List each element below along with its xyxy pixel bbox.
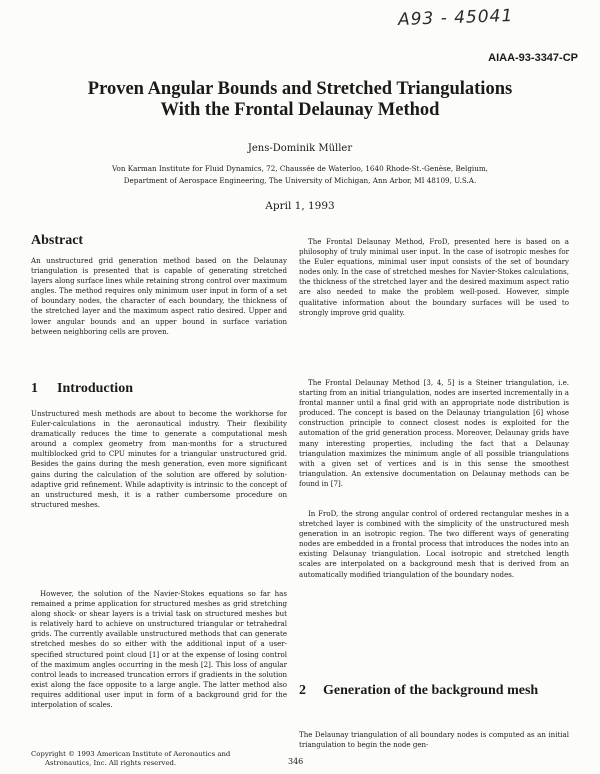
section-number: 1 [31,381,38,396]
section-number: 2 [299,683,306,698]
affiliation-1: Von Karman Institute for Fluid Dynamics, 72, Chaussée de Waterloo, 1640 Rhode-St.-Genèse, Belgium, [112,164,488,173]
intro-paragraph-1: Unstructured mesh methods are about to become the workhorse for Euler-calculations in the aeronautical industry. Their flexibility dramatically reduces the time to generate a computational mesh around a complex geometry from man-months for a structured multiblocked grid to CPU minutes for a triangular unstructured grid. Besides the gains during the mesh generation, even more significant gains during the calculation of the solution are offered by solution-adaptive grid refinement. While adaptivity is intrinsic to the concept of an unstructured mesh, it is a rather cumbersome procedure on structured meshes. [31,409,287,509]
section-2-heading [299,682,569,699]
introduction-heading [31,380,133,397]
handwritten-accession-number: A93 - 45041 [397,5,514,31]
section-2-paragraph-1: The Delaunay triangulation of all boundary nodes is computed as an initial triangulation to begin the node gen- [299,730,569,750]
affiliation-2: Department of Aerospace Engineering, The University of Michigan, Ann Arbor, MI 48109, U.S.A. [123,176,477,185]
title-line-2: With the Frontal Delaunay Method [160,100,440,120]
intro-paragraph-2: However, the solution of the Navier-Stokes equations so far has remained a prime application for structured meshes as grid stretching along shock- or shear layers is a trivial task on structured meshes but is relatively hard to achieve on unstructured triangular or tetrahedral grids. The currently available unstructured methods that can generate stretched meshes do so either with the additional input of a user-specified structured point cloud [1] or at the expense of losing control of the maximum angles occurring in the mesh [2]. This loss of angular control leads to increased truncation errors if gradients in the solution exist along the face opposite to a large angle. The latter method also requires additional user input in form of a background grid for the interpolation of scales. [31,589,287,710]
copyright-line-1: Copyright © 1993 American Institute of Aeronautics and [31,750,231,758]
abstract-heading: Abstract [31,233,84,248]
section-title: Generation of the background mesh [323,683,539,698]
body-paragraph-2: The Frontal Delaunay Method [3, 4, 5] is a Steiner triangulation, i.e. starting from an initial triangulation, nodes are inserted incrementally in a frontal manner until a final grid with an appropriate node distribution is produced. The concept is based on the Delaunay triangulation [6] whose construction principle to connect closest nodes is exploited for the automation of the grid generation process. Moreover, Delaunay grids have many interesting properties, including the fact that a Delaunay triangulation maximizes the minimum angle of all possible triangulations with a given set of vertices and is in this sense the smoothest triangulation. An extensive documentation on Delaunay methods can be found in [7]. [299,378,569,488]
author: Jens-Dominik Müller [247,143,353,154]
title-line-1: Proven Angular Bounds and Stretched Triangulations [87,79,513,99]
body-paragraph-3: In FroD, the strong angular control of ordered rectangular meshes in a stretched layer is combined with the simplicity of the unstructured mesh generation in an isotropic region. The two different ways of generating nodes are embedded in a frontal process that introduces the nodes into an existing Delaunay triangulation. Local isotropic and stretched length scales are interpolated on a background mesh that is derived from an automatically modified triangulation of the boundary nodes. [299,509,569,579]
page-number: 346 [288,757,304,766]
abstract-text: An unstructured grid generation method based on the Delaunay triangulation is presented that is capable of generating stretched layers along surface lines while retaining strong control over maximum angles. The method requires only minimum user input in form of a set of boundary nodes, the character of each boundary, the thickness of the stretched layer and the maximum aspect ratio desired. Upper and lower angular bounds and an upper bound in surface variation between neighboring cells are proven. [31,256,288,336]
body-paragraph-1: The Frontal Delaunay Method, FroD, presented here is based on a philosophy of truly minimal user input. In the case of isotropic meshes for the Euler equations, minimal user input consists of the set of boundary nodes only. In the case of stretched meshes for Navier-Stokes calculations, the thickness of the stretched layer and the desired maximum aspect ratio are also needed to make the problem well-posed. However, simple qualitative information about the boundary surfaces will be used to strongly improve grid quality. [299,237,569,317]
copyright-notice [31,750,331,768]
report-id: AIAA-93-3347-CP [488,52,578,64]
copyright-line-2: Astronautics, Inc. All rights reserved. [45,759,177,767]
section-title: Introduction [57,381,133,396]
date: April 1, 1993 [265,200,335,212]
